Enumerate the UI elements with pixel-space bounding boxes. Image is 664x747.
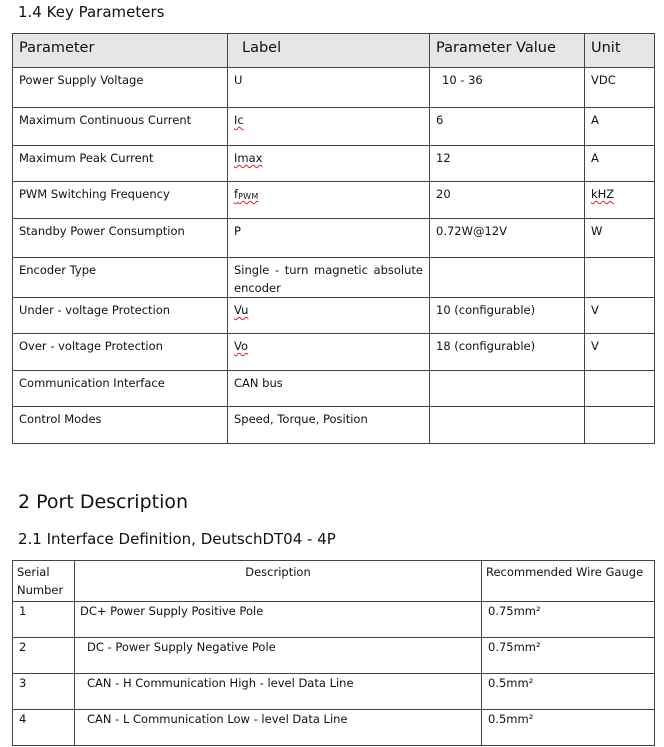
key-parameters-table <box>12 33 655 444</box>
table-row <box>13 674 655 710</box>
table-row <box>13 638 655 674</box>
cell-unit: VDC <box>585 68 655 108</box>
cell-value <box>430 371 585 407</box>
section-heading-interface-definition: 2.1 Interface Definition, DeutschDT04 - 4P <box>18 530 336 548</box>
cell-serial-number: 1 <box>13 602 75 638</box>
cell-value: 18 (configurable) <box>430 334 585 371</box>
cell-label <box>228 182 430 219</box>
table-row <box>13 108 655 146</box>
cell-label <box>228 334 430 371</box>
label-main: f <box>234 187 239 201</box>
cell-description: CAN - H Communication High - level Data Line <box>75 674 482 710</box>
cell-serial-number: 3 <box>13 674 75 710</box>
cell-unit <box>585 371 655 407</box>
cell-value <box>430 258 585 298</box>
table-row <box>13 407 655 444</box>
port-description-table <box>12 560 655 746</box>
cell-unit: W <box>585 219 655 258</box>
cell-description: DC+ Power Supply Positive Pole <box>75 602 482 638</box>
cell-label <box>228 146 430 182</box>
cell-parameter: PWM Switching Frequency <box>13 182 228 219</box>
cell-value: 12 <box>430 146 585 182</box>
cell-parameter: Standby Power Consumption <box>13 219 228 258</box>
cell-label: Speed, Torque, Position <box>228 407 430 444</box>
label-text: Ic <box>234 113 244 127</box>
cell-label: U <box>228 68 430 108</box>
table-header-row <box>13 561 655 602</box>
cell-wire-gauge: 0.75mm² <box>482 638 655 674</box>
table-row <box>13 710 655 746</box>
cell-unit: V <box>585 334 655 371</box>
cell-label: P <box>228 219 430 258</box>
table-row <box>13 68 655 108</box>
table-row <box>13 371 655 407</box>
cell-label <box>228 108 430 146</box>
cell-value <box>430 407 585 444</box>
table-row <box>13 602 655 638</box>
label-text: Imax <box>234 151 263 165</box>
cell-parameter: Over - voltage Protection <box>13 334 228 371</box>
header-serial-number: Serial Number <box>13 561 75 602</box>
cell-unit: A <box>585 146 655 182</box>
header-unit: Unit <box>585 34 655 68</box>
cell-value: 10 - 36 <box>430 68 585 108</box>
cell-unit <box>585 258 655 298</box>
cell-unit: V <box>585 298 655 334</box>
cell-label: Single - turn magnetic absolute encoder <box>228 258 430 298</box>
header-description: Description <box>75 561 482 602</box>
cell-parameter: Encoder Type <box>13 258 228 298</box>
header-parameter-value: Parameter Value <box>430 34 585 68</box>
cell-value: 6 <box>430 108 585 146</box>
label-text: Vo <box>234 339 249 353</box>
unit-text: kHZ <box>591 187 615 201</box>
label-subscript: PWM <box>238 192 259 201</box>
cell-wire-gauge: 0.5mm² <box>482 674 655 710</box>
table-header-row <box>13 34 655 68</box>
label-text <box>234 187 259 201</box>
label-text: Vu <box>234 303 249 317</box>
cell-description: CAN - L Communication Low - level Data Line <box>75 710 482 746</box>
table-row <box>13 298 655 334</box>
table-row <box>13 334 655 371</box>
cell-unit <box>585 407 655 444</box>
cell-parameter: Control Modes <box>13 407 228 444</box>
header-label: Label <box>228 34 430 68</box>
cell-value: 10 (configurable) <box>430 298 585 334</box>
cell-wire-gauge: 0.75mm² <box>482 602 655 638</box>
cell-parameter: Under - voltage Protection <box>13 298 228 334</box>
cell-wire-gauge: 0.5mm² <box>482 710 655 746</box>
cell-label <box>228 298 430 334</box>
cell-unit: A <box>585 108 655 146</box>
cell-parameter: Power Supply Voltage <box>13 68 228 108</box>
table-row <box>13 258 655 298</box>
table-row <box>13 182 655 219</box>
cell-unit <box>585 182 655 219</box>
cell-description: DC - Power Supply Negative Pole <box>75 638 482 674</box>
table-row <box>13 146 655 182</box>
cell-value: 20 <box>430 182 585 219</box>
header-parameter: Parameter <box>13 34 228 68</box>
table-row <box>13 219 655 258</box>
cell-serial-number: 4 <box>13 710 75 746</box>
cell-serial-number: 2 <box>13 638 75 674</box>
cell-parameter: Maximum Continuous Current <box>13 108 228 146</box>
cell-label: CAN bus <box>228 371 430 407</box>
cell-parameter: Maximum Peak Current <box>13 146 228 182</box>
section-heading-port-description: 2 Port Description <box>18 491 189 513</box>
cell-parameter: Communication Interface <box>13 371 228 407</box>
cell-value: 0.72W@12V <box>430 219 585 258</box>
section-heading-key-parameters: 1.4 Key Parameters <box>18 3 165 21</box>
header-wire-gauge: Recommended Wire Gauge <box>482 561 655 602</box>
